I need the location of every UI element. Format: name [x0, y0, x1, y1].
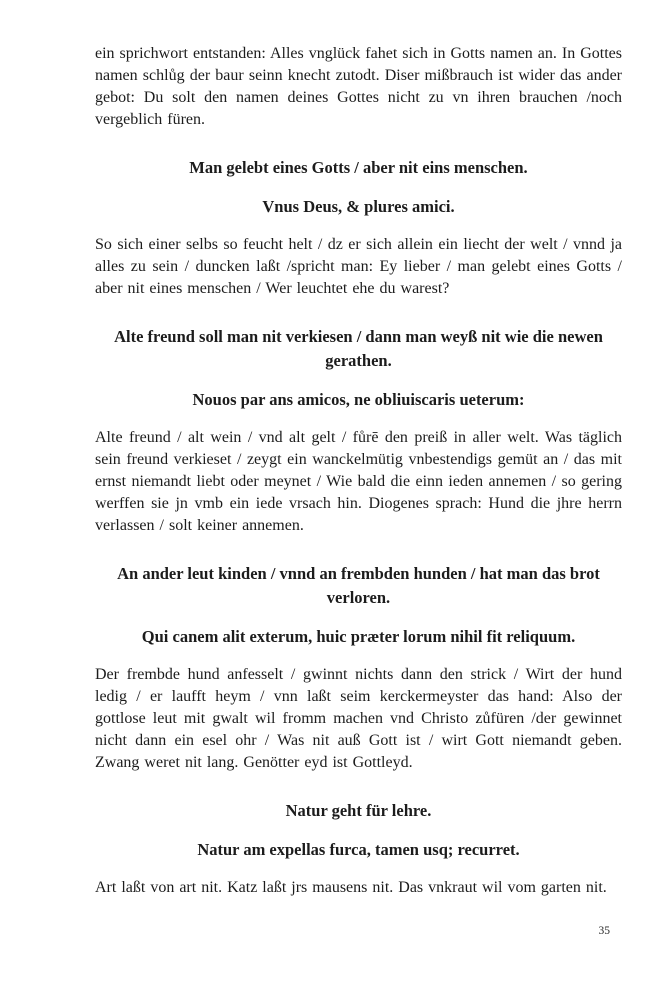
- proverb-heading-latin: Natur am expellas furca, tamen usq; recurret.: [197, 840, 520, 859]
- proverb-heading-german: Alte freund soll man nit verkiesen / dann man weyß nit wie die newen gerathen.: [114, 327, 603, 370]
- body-paragraph: So sich einer selbs so feucht helt / dz er sich allein ein liecht der welt / vnnd ja alles zu sein / duncken laßt /spricht man: Ey lieber / man gelebt eines Gotts / aber nit eines menschen / Wer leuchtet ehe du warest?: [95, 236, 622, 297]
- proverb-heading-latin: Qui canem alit exterum, huic præter lorum nihil fit reliquum.: [141, 627, 576, 646]
- proverb-heading-german: Man gelebt eines Gotts / aber nit eins menschen.: [189, 158, 528, 177]
- proverb-heading-latin: Vnus Deus, & plures amici.: [262, 197, 455, 216]
- proverb-heading-german: Natur geht für lehre.: [285, 801, 432, 820]
- proverb-heading-german: An ander leut kinden / vnnd an frembden hunden / hat man das brot verloren.: [117, 564, 600, 607]
- page-body: [95, 34, 622, 908]
- body-paragraph: Alte freund / alt wein / vnd alt gelt / fůrē den preiß in aller welt. Was täglich sein freund verkieset / zeygt ein wanckelmütig vnbestendigs gemüt an / das mit ernst niemandt liebt oder meynet / Wie bald die einn ieden annemen / so gering werffen sie jn vmb ein iede vrsach hin. Diogenes sprach: Hund die jhre herrn verlassen / solt keiner annemen.: [95, 429, 622, 534]
- page-number: 35: [598, 925, 610, 937]
- body-paragraph: ein sprichwort entstanden: Alles vnglück fahet sich in Gotts namen an. In Gottes namen schlůg der baur seinn knecht zutodt. Diser mißbrauch ist wider das ander gebot: Du solt den namen deines Gottes nicht zu vn ihren brauchen /noch vergeblich füren.: [95, 45, 622, 128]
- body-paragraph: Der frembde hund anfesselt / gwinnt nichts dann den strick / Wirt der hund ledig / er laufft heym / vnn laßt seim kerckermeyster das hand: Also der gottlose leut mit gwalt wil fromm machen vnd Christo zůfüren /der gewinnet nicht dann ein esel ohr / Was nit auß Gott ist / wirt Gott niemandt geben. Zwang weret nit lang. Genötter eyd ist Gottleyd.: [95, 666, 622, 771]
- body-paragraph: Art laßt von art nit. Katz laßt jrs mausens nit. Das vnkraut wil vom garten nit.: [95, 879, 607, 896]
- proverb-heading-latin: Nouos par ans amicos, ne obliuiscaris ueterum:: [192, 390, 525, 409]
